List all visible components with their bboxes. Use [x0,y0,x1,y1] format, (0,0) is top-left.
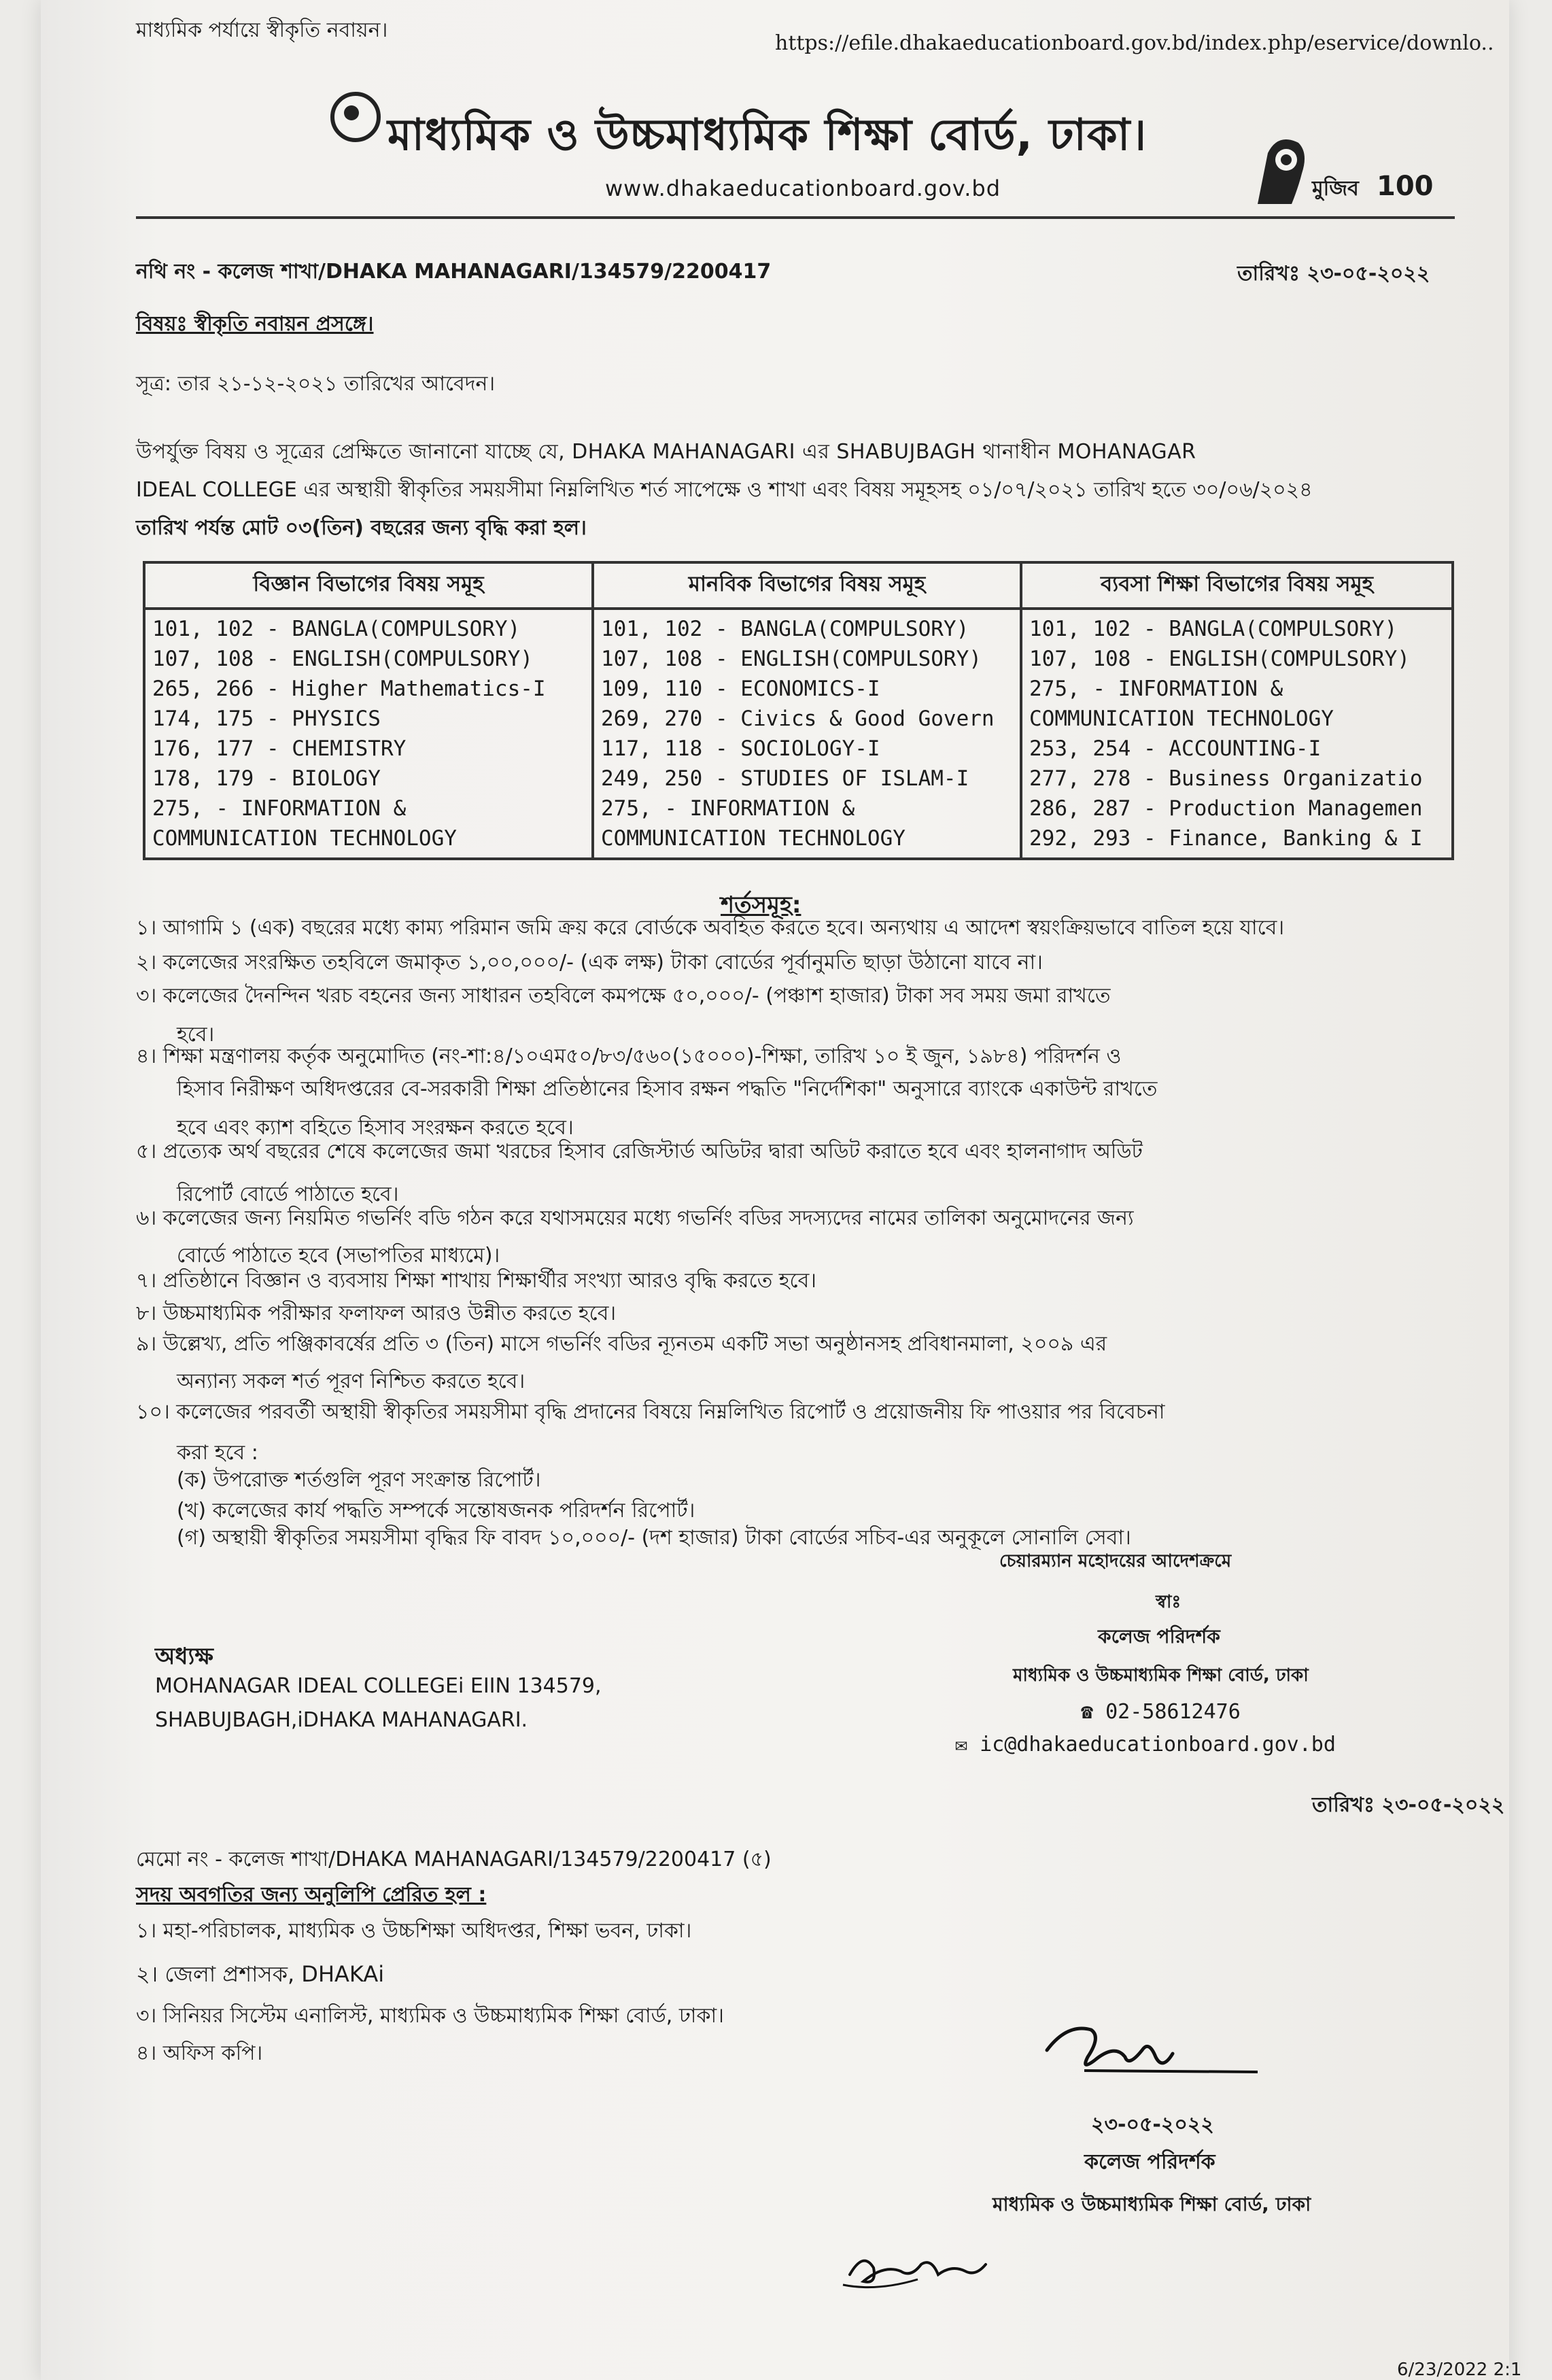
signatory-phone [1081,1700,1241,1724]
condition-line: অন্যান্য সকল শর্ত পূরণ নিশ্চিত করতে হবে। [177,1370,525,1393]
recipient-line-2: SHABUJBAGH,iDHAKA MAHANAGARI. [155,1708,528,1732]
copy-line: ৪। অফিস কপি। [136,2041,263,2065]
memo-number: মেমো নং - কলেজ শাখা/DHAKA MAHANAGARI/134579/2200417 (৫) [136,1848,772,1871]
table-cell-line: 253, 254 - ACCOUNTING-I [1029,736,1322,761]
table-cell-line: COMMUNICATION TECHNOLOGY [601,826,906,851]
header-rule [136,216,1455,219]
subjects-table [143,561,1454,860]
table-cell-line: 109, 110 - ECONOMICS-I [601,677,880,701]
mujib-100-logo [1251,133,1434,207]
copy-heading: সদয় অবগতির জন্য অনুলিপি প্রেরিত হল : [136,1883,487,1907]
copy-line: ২। জেলা প্রশাসক, DHAKAi [136,1961,385,1987]
signature-mark [1027,2009,1271,2091]
table-cell-line: 101, 102 - BANGLA(COMPULSORY) [601,617,969,641]
sign-office: মাধ্যমিক ও উচ্চমাধ্যমিক শিক্ষা বোর্ড, ঢাকা [993,2193,1311,2215]
signatory-office: মাধ্যমিক ও উচ্চমাধ্যমিক শিক্ষা বোর্ড, ঢাকা [1013,1665,1309,1686]
conditions-heading: শর্তসমূহ: [721,891,801,919]
intro-line-2: IDEAL COLLEGE এর অস্থায়ী স্বীকৃতির সময়সীমা নিম্নলিখিত শর্ত সাপেক্ষে ও শাখা এবং বিষয় সমূহসহ ০১/০৭/২০২১ তারিখ হতে ৩০/০৬/২০২৪ [136,478,1313,502]
table-cell-line: 292, 293 - Finance, Banking & I [1029,826,1423,851]
humanities-subjects [593,609,1021,859]
business-subjects [1021,609,1453,859]
sign-date: ২৩-০৫-২০২২ [1091,2113,1214,2137]
table-cell-line: 275, - INFORMATION & [1029,677,1283,701]
recipient-title: অধ্যক্ষ [155,1643,213,1670]
condition-line: ১। আগামি ১ (এক) বছরের মধ্যে কাম্য পরিমান জমি ক্রয় করে বোর্ডকে অবহিত করতে হবে। অন্যথায় এ আদেশ স্বয়ংক্রিয়ভাবে বাতিল হয়ে যাবে। [136,916,1285,940]
condition-line: (গ) অস্থায়ী স্বীকৃতির সময়সীমা বৃদ্ধির ফি বাবদ ১০,০০০/- (দশ হাজার) টাকা বোর্ডের সচিব-এর অনুকূলে সোনালি সেবা। [177,1526,1131,1550]
condition-line: করা হবে : [177,1441,258,1465]
document-page [41,0,1522,2380]
phone-icon: ☎ [1081,1700,1094,1724]
second-date: তারিখঃ ২৩-০৫-২০২২ [1312,1793,1505,1817]
table-cell-line: 277, 278 - Business Organizatio [1029,766,1423,791]
condition-line: (ক) উপরোক্ত শর্তগুলি পূরণ সংক্রান্ত রিপোর্ট। [177,1468,541,1492]
logo-text: মুজিব [1312,177,1359,201]
recipient-line-1: MOHANAGAR IDEAL COLLEGEi EIIN 134579, [155,1674,602,1698]
top-left-note: মাধ্যমিক পর্যায়ে স্বীকৃতি নবায়ন। [136,18,388,42]
table-cell-line: 275, - INFORMATION & [152,796,407,821]
table-cell-line: 107, 108 - ENGLISH(COMPULSORY) [152,647,533,671]
table-cell-line: 265, 266 - Higher Mathematics-I [152,677,546,701]
signatory-email [955,1733,1336,1756]
table-cell-line: 178, 179 - BIOLOGY [152,766,381,791]
condition-line: ৫। প্রত্যেক অর্থ বছরের শেষে কলেজের জমা খরচের হিসাব রেজিস্টার্ড অডিটর দ্বারা অডিট করাতে হবে এবং হালনাগাদ অডিট [136,1140,1143,1163]
copy-line: ৩। সিনিয়র সিস্টেম এনালিস্ট, মাধ্যমিক ও উচ্চমাধ্যমিক শিক্ষা বোর্ড, ঢাকা। [136,2004,724,2028]
table-cell-line: 269, 270 - Civics & Good Govern [601,707,995,731]
business-header: ব্যবসা শিক্ষা বিভাগের বিষয় সমূহ [1021,562,1453,609]
issue-date: তারিখঃ ২৩-০৫-২০২২ [1237,262,1430,286]
table-cell-line: 117, 118 - SOCIOLOGY-I [601,736,880,761]
sign-role: কলেজ পরিদর্শক [1084,2150,1215,2174]
table-cell-line: 101, 102 - BANGLA(COMPULSORY) [152,617,521,641]
condition-line: ৩। কলেজের দৈনন্দিন খরচ বহনের জন্য সাধারন তহবিলে কমপক্ষে ৫০,০০০/- (পঞ্চাশ হাজার) টাকা সব সময় জমা রাখতে [136,984,1111,1008]
email-icon: ✉ [955,1733,968,1756]
condition-line: ৪। শিক্ষা মন্ত্রণালয় কর্তৃক অনুমোদিত (নং-শা:৪/১০এম৫০/৮৩/৫৬০(১৫০০০)-শিক্ষা, তারিখ ১০ ই জুন, ১৯৮৪) পরিদর্শন ও [136,1044,1122,1068]
table-cell-line: 101, 102 - BANGLA(COMPULSORY) [1029,617,1398,641]
board-emblem-icon [330,92,381,142]
condition-line: হবে। [177,1023,215,1047]
condition-line: ৯। উল্লেখ্য, প্রতি পঞ্জিকাবর্ষের প্রতি ৩ (তিন) মাসে গভর্নিং বডির ন্যূনতম একটি সভা অনুষ্ঠানসহ প্রবিধানমালা, ২০০৯ এর [136,1332,1107,1356]
table-cell-line: 275, - INFORMATION & [601,796,855,821]
table-cell-line: 107, 108 - ENGLISH(COMPULSORY) [601,647,982,671]
condition-line: (খ) কলেজের কার্য পদ্ধতি সম্পর্কে সন্তোষজনক পরিদর্শন রিপোর্ট। [177,1499,695,1523]
phone-number: 02-58612476 [1105,1700,1241,1724]
humanities-header: মানবিক বিভাগের বিষয় সমূহ [593,562,1021,609]
initials-signature [836,2237,999,2298]
email-address: ic@dhakaeducationboard.gov.bd [980,1733,1336,1756]
condition-line: ১০। কলেজের পরবর্তী অস্থায়ী স্বীকৃতির সময়সীমা বৃদ্ধি প্রদানের বিষয়ে নিম্নলিখিত রিপোর্ট ও প্রয়োজনীয় ফি পাওয়ার পর বিবেচনা [136,1400,1165,1424]
condition-line: বোর্ডে পাঠাতে হবে (সভাপতির মাধ্যমে)। [177,1244,500,1268]
table-cell-line: 174, 175 - PHYSICS [152,707,381,731]
condition-line: ৭। প্রতিষ্ঠানে বিজ্ঞান ও ব্যবসায় শিক্ষা শাখায় শিক্ষার্থীর সংখ্যা আরও বৃদ্ধি করতে হবে। [136,1269,817,1293]
subject-line: বিষয়ঃ স্বীকৃতি নবায়ন প্রসঙ্গে। [136,312,374,336]
signed-mark: স্বাঃ [1156,1592,1182,1612]
signatory-role: কলেজ পরিদর্শক [1098,1625,1220,1648]
table-cell-line: COMMUNICATION TECHNOLOGY [152,826,457,851]
table-cell-line: 176, 177 - CHEMISTRY [152,736,407,761]
table-cell-line: 107, 108 - ENGLISH(COMPULSORY) [1029,647,1410,671]
condition-line: ৮। উচ্চমাধ্যমিক পরীক্ষার ফলাফল আরও উন্নীত করতে হবে। [136,1302,617,1325]
board-website: www.dhakaeducationboard.gov.bd [605,175,1001,201]
condition-line: ৬। কলেজের জন্য নিয়মিত গভর্নিং বডি গঠন করে যথাসময়ের মধ্যে গভর্নিং বডির সদস্যদের নামের তালিকা অনুমোদনের জন্য [136,1206,1134,1230]
print-timestamp: 6/23/2022 2:1 [1397,2360,1522,2380]
table-cell-line: COMMUNICATION TECHNOLOGY [1029,707,1334,731]
science-subjects [144,609,593,859]
condition-line: হিসাব নিরীক্ষণ অধিদপ্তরের বে-সরকারী শিক্ষা প্রতিষ্ঠানের হিসাব রক্ষন পদ্ধতি "নির্দেশিকা" অনুসারে ব্যাংকে একাউন্ট রাখতে [177,1077,1158,1101]
science-header: বিজ্ঞান বিভাগের বিষয় সমূহ [144,562,593,609]
board-title: মাধ্যমিক ও উচ্চমাধ্যমিক শিক্ষা বোর্ড, ঢাকা। [387,110,1148,160]
condition-line: ২। কলেজের সংরক্ষিত তহবিলে জমাকৃত ১,০০,০০০/- (এক লক্ষ) টাকা বোর্ডের পূর্বানুমতি ছাড়া উঠানো যাবে না। [136,951,1043,974]
table-cell-line: 286, 287 - Production Managemen [1029,796,1423,821]
logo-number: 100 [1377,171,1434,202]
copy-line: ১। মহা-পরিচালক, মাধ্যমিক ও উচ্চশিক্ষা অধিদপ্তর, শিক্ষা ভবন, ঢাকা। [136,1919,692,1943]
intro-line-1: উপর্যুক্ত বিষয় ও সূত্রের প্রেক্ষিতে জানানো যাচ্ছে যে, DHAKA MAHANAGARI এর SHABUJBAGH থানাধীন MOHANAGAR [136,440,1196,464]
reference-line: সূত্র: তার ২১-১২-২০২১ তারিখের আবেদন। [136,372,496,396]
file-number: নথি নং - কলেজ শাখা/DHAKA MAHANAGARI/134579/2200417 [136,260,772,284]
top-url: https://efile.dhakaeducationboard.gov.bd/index.php/eservice/downlo.. [775,31,1494,55]
condition-line: রিপোর্ট বোর্ডে পাঠাতে হবে। [177,1183,399,1206]
order-note: চেয়ারম্যান মহোদয়ের আদেশক্রমে [999,1551,1232,1571]
table-cell-line: 249, 250 - STUDIES OF ISLAM-I [601,766,969,791]
intro-line-3: তারিখ পর্যন্ত মোট ০৩(তিন) বছরের জন্য বৃদ্ধি করা হল। [136,516,587,540]
condition-line: হবে এবং ক্যাশ বহিতে হিসাব সংরক্ষন করতে হবে। [177,1116,574,1140]
